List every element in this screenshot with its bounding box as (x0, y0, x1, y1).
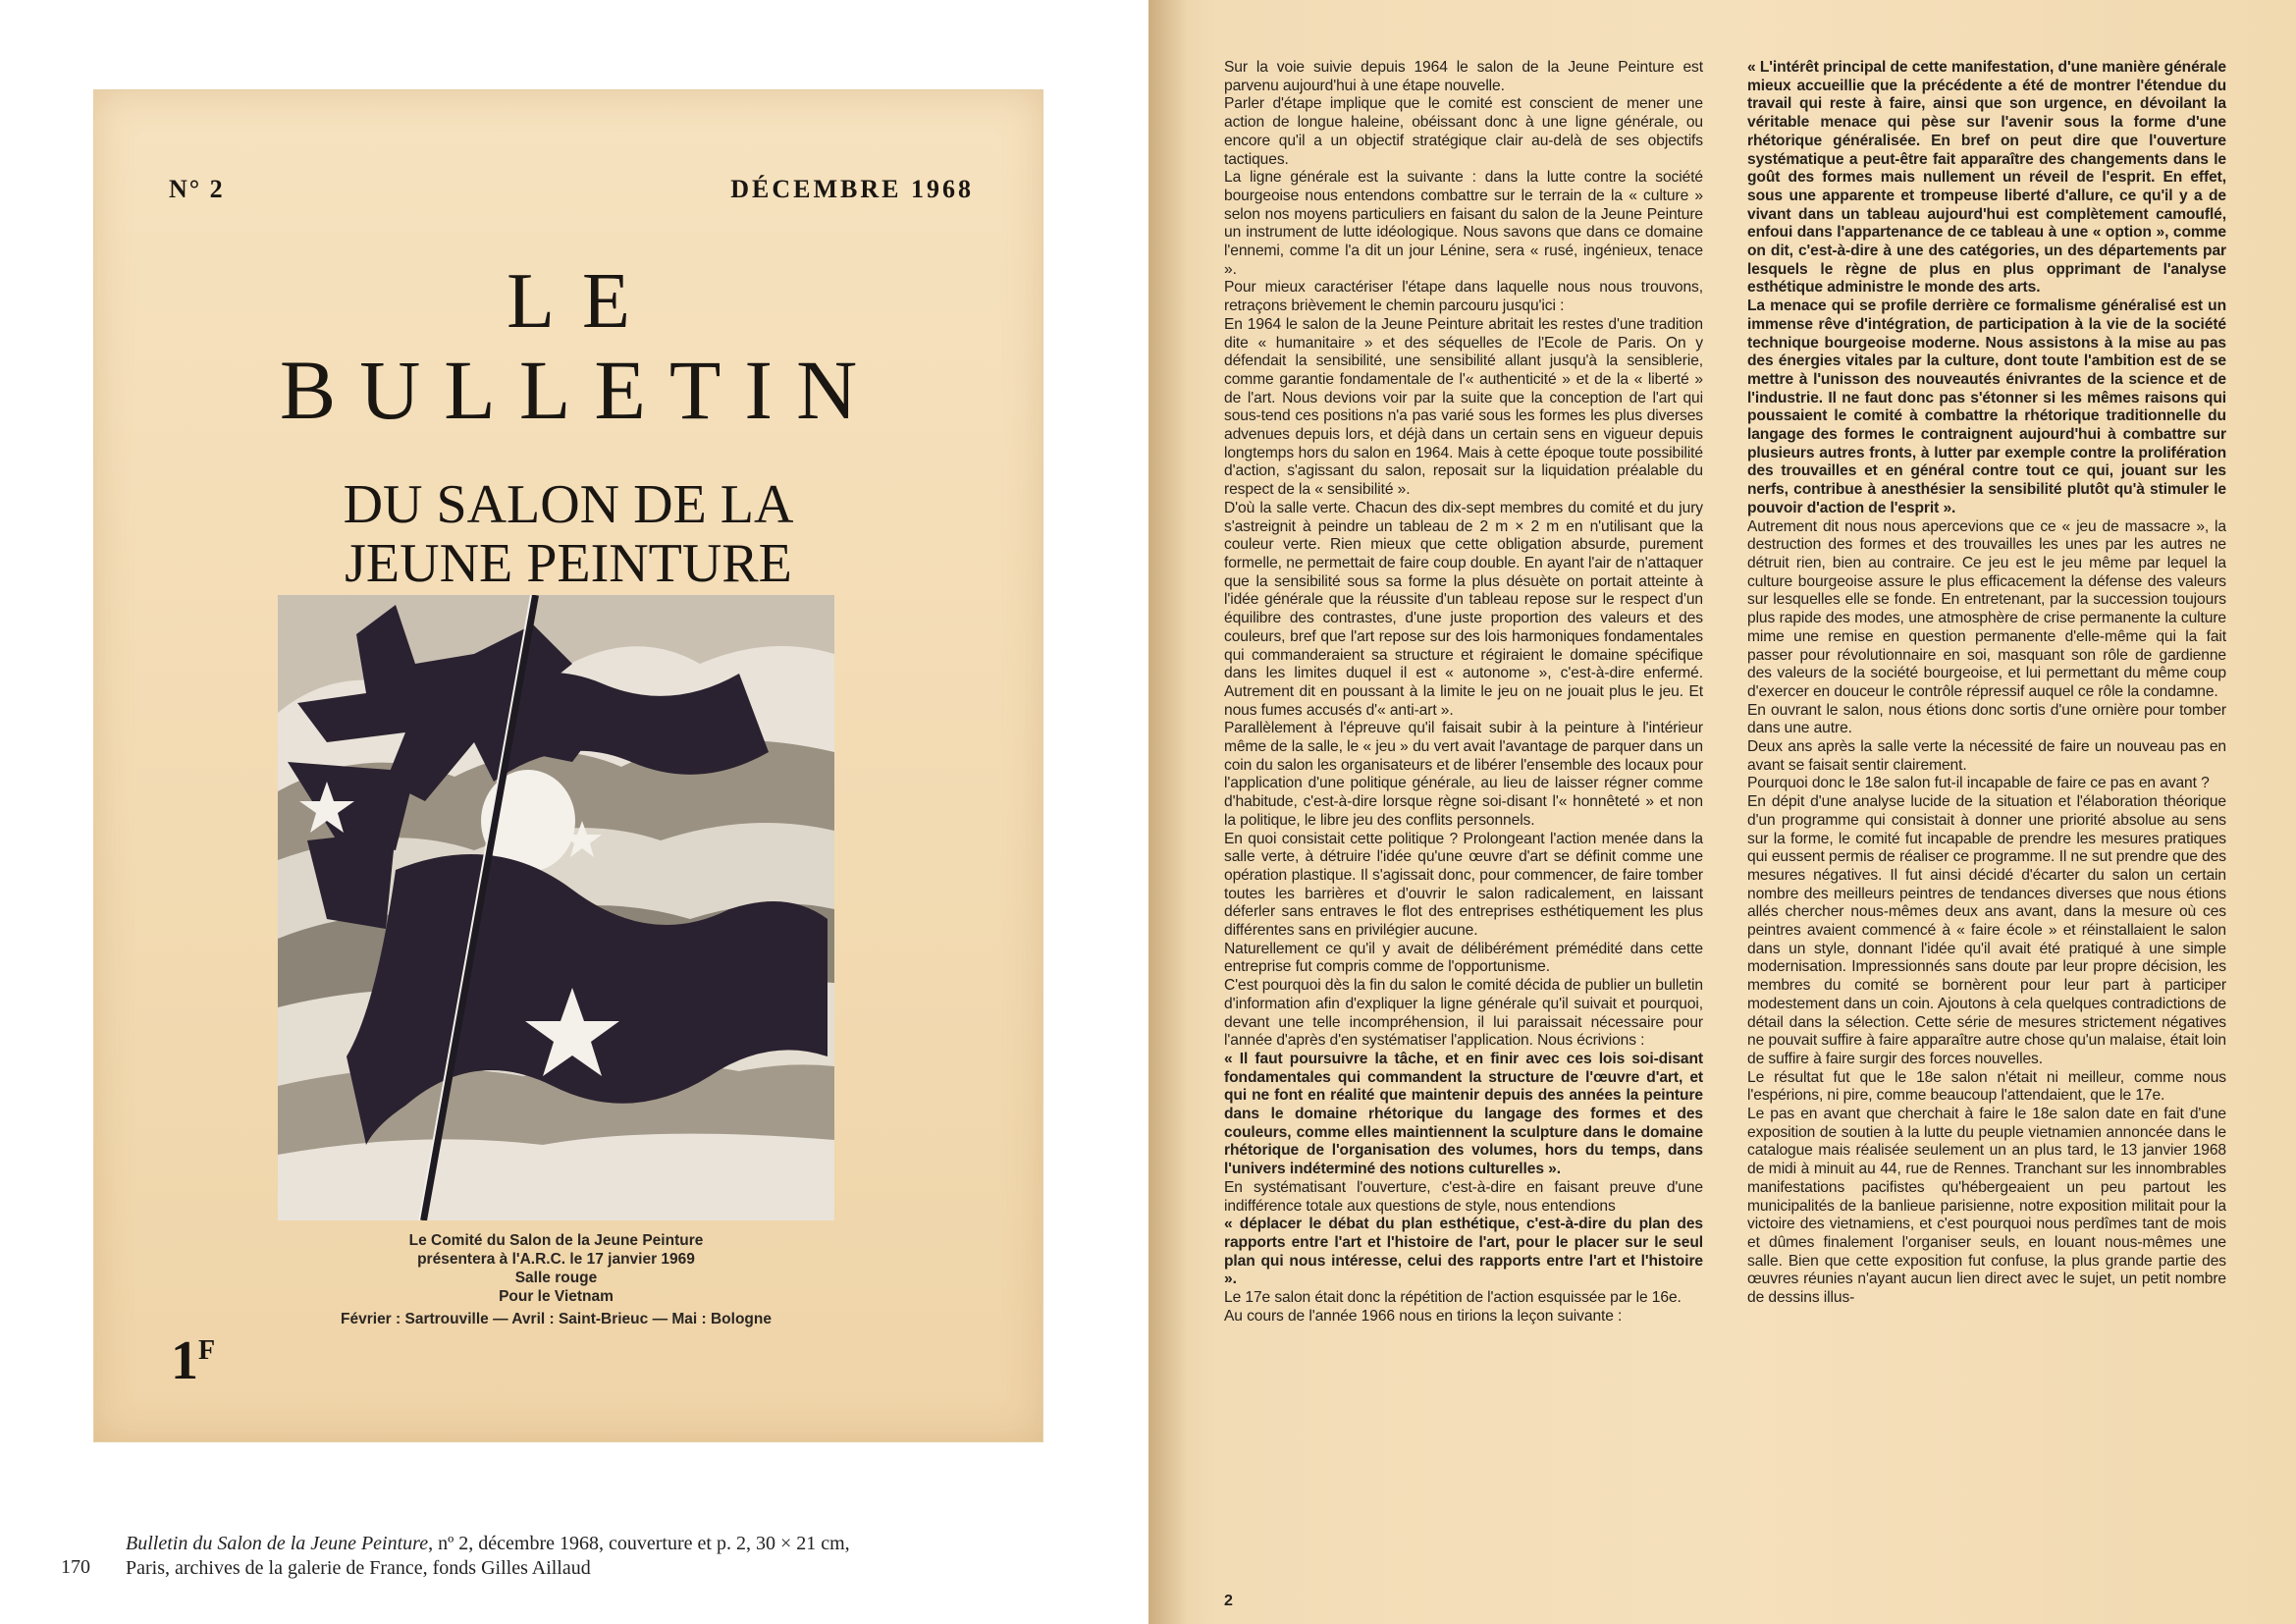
paragraph: Naturellement ce qu'il y avait de délibérément prémédité dans cette entreprise fut compris comme de l'opportunisme. (1224, 940, 1703, 976)
page-number: 2 (1224, 1593, 1233, 1609)
price-value: 1 (171, 1330, 198, 1391)
cover-illustration (278, 595, 834, 1220)
price-unit: F (198, 1335, 216, 1366)
paragraph: Parallèlement à l'épreuve qu'il faisait subir à la peinture à l'intérieur même de la salle, le « jeu » du vert avait l'avantage de parquer dans un coin du salon les organisateurs et de libérer l'ensemble des locaux pour l'application d'une politique générale, au lieu de laisser régner comme d'habitude, c'est-à-dire lorsque règne soi-disant l'« honnêteté » et non la politique, le libre jeu des conflits personnels. (1224, 720, 1703, 829)
caption-title: Bulletin du Salon de la Jeune Peinture (126, 1533, 429, 1554)
bold-quote: La menace qui se profile derrière ce formalisme généralisé est un immense rêve d'intégration, de participation à la vie de la société technique bourgeoise moderne. Nous assistons à la mise au pas des énergies vitales par la culture, dont toute l'ambition est de se mettre à l'unisson des nouveautés énivrantes de la science et de l'industrie. Il ne faut donc pas s'étonner si les mêmes raisons qui poussaient le comité à combattre la rhétorique traditionnelle du langage des formes le contraignent aujourd'hui à combattre sur plusieurs autres fronts, à lutter par exemple contre la prolifération des trouvailles et en général contre tout ce qui, jouant sur les nerfs, contribue à anesthésier la sensibilité plutôt qu'à stimuler le pouvoir d'action de l'esprit ». (1747, 298, 2226, 516)
right-page (1148, 0, 2296, 1624)
bold-quote: « Il faut poursuivre la tâche, et en finir avec ces lois soi-disant fondamentales qui commandent la structure de l'œuvre d'art, et qui ne font en réalité que maintenir depuis des années la peinture dans le domaine rhétorique du langage des formes et des couleurs, comme elles maintiennent la sculpture dans le domaine rhétorique de l'organisation des volumes, hors du temps, dans l'univers indéterminé des notions culturelles ». (1224, 1050, 1703, 1178)
announcement-line: Le Comité du Salon de la Jeune Peinture (408, 1232, 704, 1249)
bold-quote: « déplacer le débat du plan esthétique, c'est-à-dire du plan des rapports entre l'art et l'histoire de l'art, pour le placer sur le seul plan qui nous intéresse, celui des rapports entre l'art et l'histoire ». (1224, 1216, 1703, 1288)
caption-source: Paris, archives de la galerie de France, fonds Gilles Aillaud (126, 1557, 591, 1579)
cover-price (171, 1329, 215, 1392)
quote-paragraph (1224, 1216, 1703, 1289)
paragraph: En 1964 le salon de la Jeune Peinture abritait les restes d'une tradition dite « humanitaire » et des séquelles de l'Ecole de Paris. On y défendait la sensibilité, une sensibilité allant jusqu'à la sensiblerie, comme garantie fondamentale de l'« authenticité » et de la « liberté » de l'art. Nous devions voir par la suite que la conception de l'art qui sous-tend ces positions n'a pas varié sous les formes les plus diverses advenues depuis lors, et déjà dans un certain sens en vigueur depuis longtemps hors du salon en 1964. Mais à cette époque toute possibilité d'action, s'agissant du salon, reposait sur la liquidation préalable du respect de la « sensibilité ». (1224, 315, 1703, 499)
flag-airplane-illustration (278, 595, 834, 1220)
quote-paragraph (1747, 59, 2226, 298)
caption-details: , nº 2, décembre 1968, couverture et p. 2, 30 × 21 cm, (428, 1533, 850, 1554)
cover-announcement (278, 1231, 834, 1328)
announcement-line: présentera à l'A.R.C. le 17 janvier 1969 (417, 1251, 695, 1268)
paragraph: Pour mieux caractériser l'étape dans laquelle nous nous trouvons, retraçons brièvement le chemin parcouru jusqu'ici : (1224, 279, 1703, 315)
tour-cities: Février : Sartrouville — Avril : Saint-Brieuc — Mai : Bologne (341, 1311, 772, 1327)
title-le: LE (507, 258, 658, 345)
issue-number: N° 2 (169, 175, 225, 203)
paragraph: D'où la salle verte. Chacun des dix-sept membres du comité et du jury s'astreignit à peindre un tableau de 2 m × 2 m en n'utilisant que la couleur verte. Rien mieux que cette obligation absurde, purement formelle, ne permettait de faire coup double. En ayant l'air de n'attaquer que la sensibilité sous sa forme la plus désuète on portait atteinte à l'idée générale que la réussite d'un tableau repose sur le respect d'un équilibre des contrastes, d'une juste proportion des valeurs et des couleurs, bref que l'art repose sur des lois harmoniques fondamentales qui commanderaient sa structure et régiraient le domaine spécifique dans les limites duquel il est « autonome », c'est-à-dire enfermé. Autrement dit en poussant à la limite le jeu on ne jouait plus le jeu. Et nous fumes accusés d'« anti-art ». (1224, 499, 1703, 719)
bulletin-cover (94, 90, 1042, 1441)
paragraph: Parler d'étape implique que le comité est conscient de mener une action de longue haleine, obéissant donc à une ligne générale, ou encore qu'il a un objectif stratégique clair au-delà de ses objectifs tactiques. (1224, 95, 1703, 168)
paragraph: C'est pourquoi dès la fin du salon le comité décida de publier un bulletin d'information afin d'expliquer la ligne générale qu'il suivait et pourquoi, devant une telle incompréhension, il lui paraissait nécessaire pour l'année d'après d'en systématiser l'application. Nous écrivions : (1224, 977, 1703, 1050)
announcement-line: Pour le Vietnam (499, 1288, 614, 1305)
announcement-line: Salle rouge (514, 1270, 598, 1286)
bold-quote: « L'intérêt principal de cette manifestation, d'une manière générale mieux accueillie que la précédente a été de montrer l'étendue du travail qui reste à faire, ainsi que son urgence, en dévoilant la véritable menace qui pèse sur l'avenir sous la forme d'une rhétorique généralisée. En bref on peut dire que l'ouverture systématique a peut-être fait apparaître des changements dans le goût des formes mais nullement un réveil de l'esprit. En effet, sous une apparente et trompeuse liberté d'allure, ce qu'il y a de vivant dans un tableau aujourd'hui est complètement camouflé, enfoui dans l'appartenance de ce tableau à une « option », comme on dit, c'est-à-dire à une des catégories, un des départements par lesquels le règne de plus en plus opprimant de l'analyse esthétique administre le monde des arts. (1747, 59, 2226, 297)
page-number: 170 (61, 1556, 90, 1578)
paragraph: En systématisant l'ouverture, c'est-à-dire en faisant preuve d'une indifférence totale aux questions de style, nous entendions (1224, 1178, 1703, 1215)
paragraph: La ligne générale est la suivante : dans la lutte contre la société bourgeoise nous entendons combattre sur le terrain de la « culture » selon nos moyens particuliers en faisant du salon de la Jeune Peinture un instrument de lutte idéologique. Nous savons que dans ce domaine l'ennemi, comme l'a dit un jour Lénine, sera « rusé, ingénieux, tenace ». (1224, 169, 1703, 278)
title-bulletin: BULLETIN (279, 343, 881, 437)
text-column-2 (1747, 59, 2226, 1308)
paragraph: Pourquoi donc le 18e salon fut-il incapable de faire ce pas en avant ? (1747, 775, 2210, 792)
paragraph: Le résultat fut que le 18e salon n'était ni meilleur, comme nous l'espérions, ni pire, comme beaucoup l'attendaient, que le 17e. (1747, 1068, 2226, 1105)
paragraph: Sur la voie suivie depuis 1964 le salon de la Jeune Peinture est parvenu aujourd'hui à une étape nouvelle. (1224, 59, 1703, 94)
paragraph: Deux ans après la salle verte la nécessité de faire un nouveau pas en avant se faisait sentir clairement. (1747, 738, 2226, 774)
figure-caption (126, 1532, 850, 1581)
quote-paragraph (1747, 298, 2226, 517)
paragraph: En dépit d'une analyse lucide de la situation et l'élaboration théorique d'un programme qui consistait à donner une priorité absolue au sens sur la forme, le comité fut incapable de prendre les mesures pratiques qui eussent permis de réaliser ce programme. Il ne sut prendre que des mesures négatives. Il fut ainsi décidé d'écarter du salon un certain nombre des meilleurs peintres de tendances diverses que nous étions allés chercher nous-mêmes deux ans avant, dans la mesure où ces peintres avaient commencé à « faire école » et réinstallaient le salon dans un style, donnant l'idée qu'il avait été pratiqué à une simple modernisation. Impressionnés sans doute par leur propre décision, les membres du comité se bornèrent pour leur part à participer modestement dans un coin. Ajoutons à cela quelques contradictions de détail dans la sélection. Cette série de mesures strictement négatives ne pouvait suffire à faire apparaître autre chose qu'un malaise, était loin de suffire à faire surgir des forces nouvelles. (1747, 793, 2226, 1067)
paragraph: Autrement dit nous nous apercevions que ce « jeu de massacre », la destruction des formes et des trouvailles les unes par les autres ne détruit rien, bien au contraire. Ce jeu est le jeu même par lequel la culture bourgeoise assure le plus efficacement la défense des valeurs sur lesquelles elle se fonde. En entretenant, par la succession toujours plus rapide des modes, une atmosphère de crise permanente la culture mime une remise en question permanente d'elle-même qui la fait passer pour révolutionnaire en soi, masquant son rôle de gardienne des valeurs de la société bourgeoise, et lui permettant du même coup d'exercer en douceur le contrôle répressif auquel ce rôle la condamne. (1747, 517, 2226, 700)
issue-date: DÉCEMBRE 1968 (730, 175, 974, 203)
subtitle-line-2: JEUNE PEINTURE (345, 533, 792, 594)
paragraph: Au cours de l'année 1966 nous en tirions la leçon suivante : (1224, 1307, 1623, 1325)
text-column-1 (1224, 59, 1703, 1326)
paragraph: Le 17e salon était donc la répétition de l'action esquissée par le 16e. (1224, 1289, 1682, 1307)
paragraph: Le pas en avant que cherchait à faire le 18e salon date en fait d'une exposition de soutien à la lutte du peuple vietnamien annoncée dans le catalogue mais réalisée seulement un an plus tard, le 13 janvier 1968 de midi à minuit au 44, rue de Rennes. Tranchant sur les innombrables manifestations pacifistes qu'hébergeaient un peu partout les municipalités de la banlieue parisienne, notre exposition militait pour la victoire des vietnamiens, et c'est pourquoi nous perdîmes tant de mois et dûmes finalement l'organiser seuls, en louant nous-mêmes une salle. Bien que cette exposition fut confuse, la plus grande partie des œuvres réunies n'ayant aucun lien direct avec le sujet, un petit nombre de dessins illus- (1747, 1106, 2226, 1307)
paragraph: En ouvrant le salon, nous étions donc sortis d'une ornière pour tomber dans une autre. (1747, 701, 2226, 737)
quote-paragraph (1224, 1051, 1703, 1179)
subtitle-line-1: DU SALON DE LA (343, 474, 794, 535)
paragraph: En quoi consistait cette politique ? Prolongeant l'action menée dans la salle verte, à détruire l'idée qu'une œuvre d'art se définit comme une opération plastique. Il s'agissait donc, pour commencer, de faire tomber toutes les barrières et d'ouvrir le salon radicalement, en laissant déferler sans entraves le flot des entreprises esthétiquement les plus différentes sans en privilégier aucune. (1224, 830, 1703, 940)
